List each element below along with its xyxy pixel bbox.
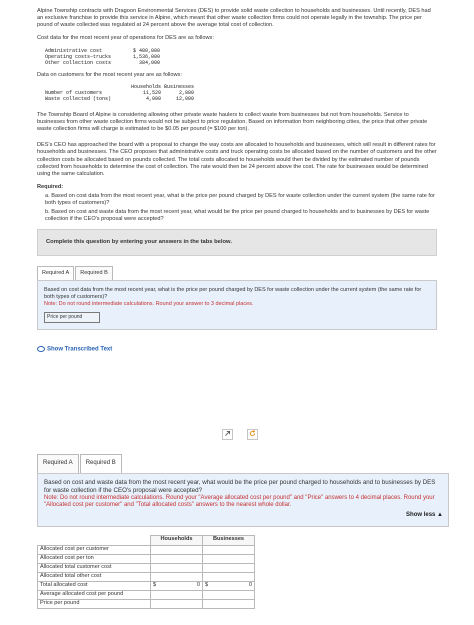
- toolbar-icons: [222, 429, 270, 440]
- show-transcribed-label: Show Transcribed Text: [47, 346, 113, 353]
- households-input[interactable]: [151, 599, 203, 608]
- table-row: [38, 590, 255, 599]
- table-row: [38, 581, 255, 590]
- businesses-input[interactable]: [203, 572, 255, 581]
- intro-paragraph: Alpine Township contracts with Dragoon Environmental Services (DES) to provide solid waste collection to households and businesses. Until recently, DES had an exclusive franchise to provide this service in Alpine, which meant that other waste collection firms could not operate legally in the township. The price per pound of waste collected was regulated at 24 percent above the average total cost of collection.: [37, 8, 431, 29]
- panel-note: Note: Do not round intermediate calculations. Round your answer to 3 decimal places.: [44, 301, 254, 308]
- answer-table: [37, 535, 255, 609]
- required-title: Required:: [37, 184, 64, 191]
- row-label: Total allocated cost: [38, 581, 151, 590]
- row-label: Allocated total customer cost: [38, 563, 151, 572]
- show-transcribed-button[interactable]: [37, 346, 437, 354]
- table-row: [38, 563, 255, 572]
- cost-intro: Cost data for the most recent year of operations for DES are as follows:: [37, 35, 214, 42]
- businesses-input[interactable]: [203, 590, 255, 599]
- tab-required-a[interactable]: Required A: [37, 266, 74, 280]
- cell-value: 12,000: [176, 95, 195, 102]
- ceo-paragraph: DES's CEO has approached the board with a proposal to change the way costs are allocated to households and businesses, which will result in different rates for households and businesses. The CEO proposes that administrative costs and truck operating costs be allocated based on the number of customers and the other collection costs be allocated based on pounds collected. The total costs allocated to households would then be divided by the estimated number of pounds collected from households to determine the cost of collection. The rate would then be 24 percent above the cost. The rate for businesses would be determined using the same calculation.: [37, 142, 437, 177]
- businesses-input[interactable]: [203, 554, 255, 563]
- businesses-input[interactable]: [203, 563, 255, 572]
- column-header: Businesses: [164, 83, 195, 90]
- table-row: [45, 60, 164, 66]
- panel-question: Based on cost data from the most recent year, what is the price per pound charged by DES for waste collection under the current system (the same rate for both types of customers)?: [44, 287, 422, 301]
- column-header-businesses: Businesses: [203, 535, 255, 545]
- instructions-text: Complete this question by entering your answers in the tabs below.: [46, 238, 232, 245]
- total-amount: 0: [248, 581, 252, 588]
- table-row: [38, 572, 255, 581]
- top-tabs: [37, 266, 437, 280]
- share-icon[interactable]: [222, 429, 233, 440]
- required-list: [37, 193, 437, 223]
- row-label: Average allocated cost per pound: [38, 590, 151, 599]
- businesses-input[interactable]: [203, 545, 255, 554]
- customer-intro: Data on customers for the most recent year are as follows:: [37, 71, 182, 78]
- currency-symbol: $: [153, 581, 157, 588]
- show-less-button[interactable]: Show less ▲: [406, 511, 443, 518]
- businesses-input[interactable]: [203, 599, 255, 608]
- total-amount: 0: [196, 581, 200, 588]
- panel-question: Based on cost and waste data from the most recent year, what would be the price per pound charged to households and to businesses by DES for waste collection if the CEO's proposal were accepted?: [44, 478, 436, 494]
- required-item: b. Based on cost and waste data from the most recent year, what would be the price per pound charged to households and to businesses by DES for waste collection if the CEO's proposal were accepted?: [45, 208, 430, 222]
- cell-value: 11,520: [143, 89, 162, 96]
- cost-table: [45, 48, 164, 66]
- households-input[interactable]: [151, 572, 203, 581]
- price-per-pound-field[interactable]: Price per pound: [44, 312, 100, 322]
- households-total-value: [151, 581, 203, 590]
- cost-label: Other collection costs: [45, 59, 112, 66]
- required-a-panel: [37, 280, 437, 329]
- column-header: Households: [131, 83, 162, 90]
- households-input[interactable]: [151, 545, 203, 554]
- table-row: [45, 54, 164, 60]
- cost-label: Operating costs–trucks: [45, 53, 112, 60]
- board-paragraph: The Township Board of Alpine is considering allowing other private waste haulers to collect waste from businesses but not from households. Service to businesses from other waste collection firms would not be subject to price regulation. Based on information from neighboring cities, the price that other private waste collection firms will charge is estimated to be $0.05 per pound (= $100 per ton).: [37, 111, 428, 133]
- problem-content: [37, 0, 437, 354]
- tab-required-b[interactable]: Required B: [75, 266, 113, 280]
- required-b-panel: [37, 473, 449, 527]
- row-label: Number of customers: [45, 89, 103, 96]
- table-header-row: [38, 535, 255, 545]
- households-input[interactable]: [151, 590, 203, 599]
- table-row: [45, 96, 197, 102]
- table-row: [38, 599, 255, 608]
- tab-required-b[interactable]: Required B: [80, 454, 122, 473]
- cost-value: 384,000: [139, 59, 161, 66]
- cost-label: Administrative cost: [45, 47, 103, 54]
- refresh-icon[interactable]: [247, 429, 258, 440]
- cost-value: 1,536,000: [133, 53, 161, 60]
- row-label: Allocated total other cost: [38, 572, 151, 581]
- table-row: [38, 554, 255, 563]
- households-input[interactable]: [151, 554, 203, 563]
- column-header-households: Households: [151, 535, 203, 545]
- required-item: a. Based on cost data from the most recent year, what is the price per pound charged by DES for waste collection under the current system (the same rate for both types of customers)?: [45, 193, 435, 207]
- table-row: [38, 545, 255, 554]
- households-input[interactable]: [151, 563, 203, 572]
- tab-required-a[interactable]: Required A: [37, 454, 79, 473]
- instructions-box: [37, 229, 437, 256]
- required-b-section: [37, 454, 449, 609]
- cost-value: $ 480,000: [133, 47, 161, 54]
- currency-symbol: $: [205, 581, 209, 588]
- row-label: Price per pound: [38, 599, 151, 608]
- eye-icon: [37, 346, 45, 352]
- customer-table: [45, 84, 197, 102]
- bottom-tabs: [37, 454, 449, 473]
- row-label: Waste collected (tons): [45, 95, 112, 102]
- panel-note: Note: Do not round intermediate calculations. Round your "Average allocated cost per pound" and "Price" answers to 4 decimal places. Round your "Allocated cost per customer" and "Total allocated costs" answers to the nearest whole dollar.: [44, 494, 435, 509]
- businesses-total-value: [203, 581, 255, 590]
- row-label: Allocated cost per customer: [38, 545, 151, 554]
- cell-value: 2,880: [179, 89, 195, 96]
- row-label: Allocated cost per ton: [38, 554, 151, 563]
- cell-value: 4,000: [146, 95, 162, 102]
